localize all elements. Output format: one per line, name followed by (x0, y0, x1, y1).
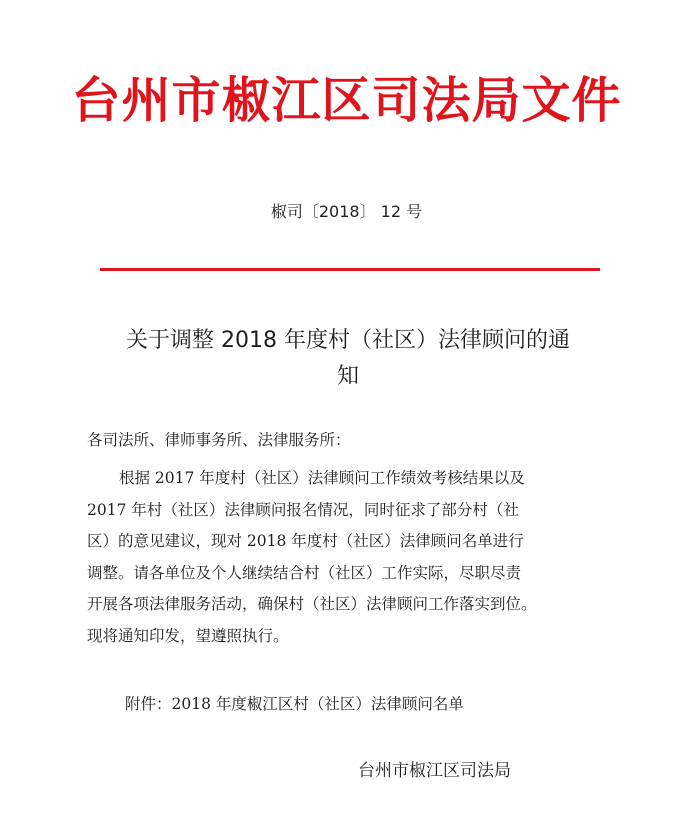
paragraph-line: 2017 年村（社区）法律顾问报名情况，同时征求了部分村（社 (87, 500, 519, 519)
paragraph-line: 调整。请各单位及个人继续结合村（社区）工作实际，尽职尽责 (87, 563, 522, 582)
document-title (88, 323, 608, 395)
attachment-note: 附件：2018 年度椒江区村（社区）法律顾问名单 (125, 695, 464, 713)
paragraph-line: 现将通知印发，望遵照执行。 (87, 626, 289, 645)
document-title-line-1: 关于调整 2018 年度村（社区）法律顾问的通 (126, 328, 570, 353)
paragraph-line: 开展各项法律服务活动，确保村（社区）法律顾问工作落实到位。 (87, 595, 537, 613)
paragraph-line: 根据 2017 年度村（社区）法律顾问工作绩效考核结果以及 (119, 469, 525, 487)
body-paragraph (87, 463, 617, 652)
header-divider-line (100, 268, 600, 271)
document-header-title: 台州市椒江区司法局文件 (71, 72, 622, 129)
document-title-line-2: 知 (336, 364, 359, 389)
salutation: 各司法所、律师事务所、法律服务所： (87, 431, 351, 449)
document-number: 椒司〔2018〕 12 号 (270, 202, 423, 221)
paragraph-line: 区）的意见建议，现对 2018 年度村（社区）法律顾问名单进行 (87, 532, 524, 550)
issuer-signature: 台州市椒江区司法局 (358, 761, 511, 781)
